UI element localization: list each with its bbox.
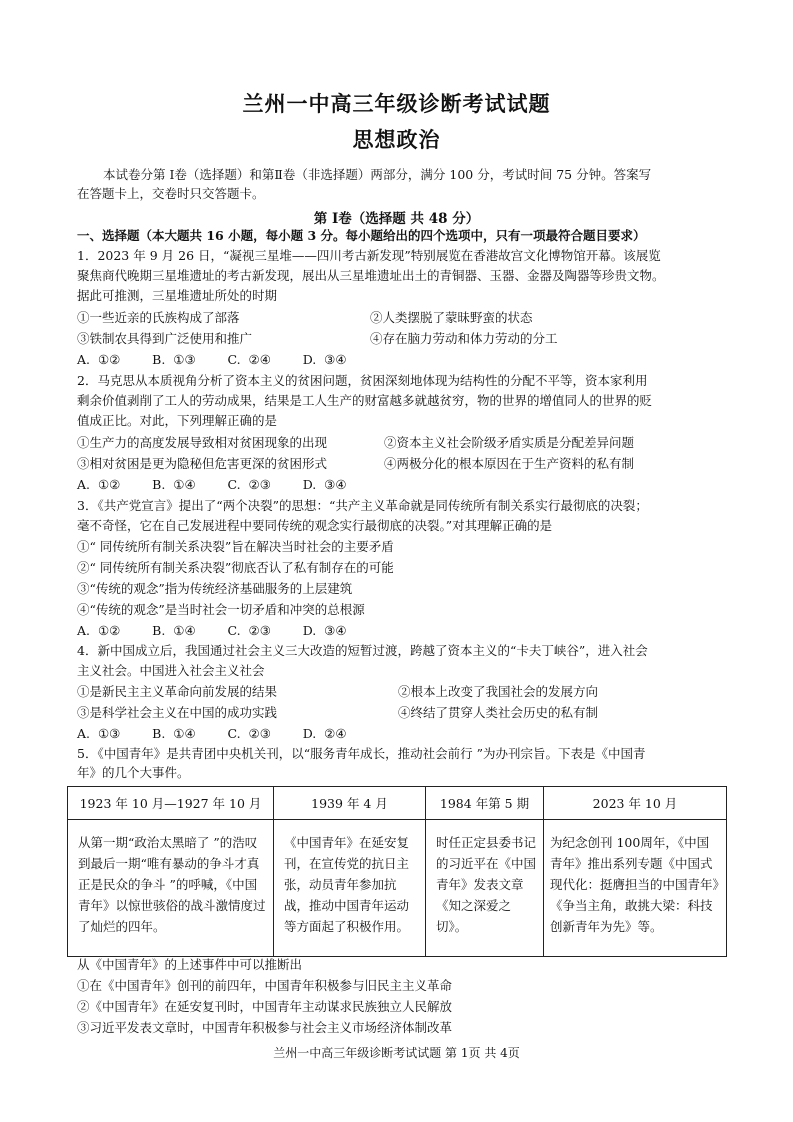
table-header-row xyxy=(68,787,727,820)
subject-title: 思想政治 xyxy=(352,127,441,152)
table-header-cell: 1984 年第 5 期 xyxy=(426,787,544,820)
q4-option-2: ②根本上改变了我国社会的发展方向 xyxy=(398,684,599,699)
q2-option-1: ①生产力的高度发展导致相对贫困现象的出现 xyxy=(77,435,328,450)
q5-option-2: ②《中国青年》在延安复刊时，中国青年主动谋求民族独立人民解放 xyxy=(77,999,453,1014)
q2-option-3: ③相对贫困是更为隐秘但危害更深的贫困形式 xyxy=(77,456,328,471)
q2-stem-line-3: 值成正比。对此，下列理解正确的是 xyxy=(77,413,278,428)
q4-option-1: ①是新民主主义革命向前发展的结果 xyxy=(77,684,278,699)
section-title: 第 Ⅰ卷（选择题 共 48 分） xyxy=(313,211,480,227)
q2-choices: A. ①② B. ①④ C. ②③ D. ③④ xyxy=(77,477,347,492)
q1-option-3: ③铁制农具得到广泛使用和推广 xyxy=(77,331,253,346)
q4-choices: A. ①③ B. ①④ C. ②③ D. ②④ xyxy=(77,726,347,741)
q5-follow-text: 从《中国青年》的上述事件中可以推断出 xyxy=(77,957,303,972)
q1-choices: A. ①② B. ①③ C. ②④ D. ③④ xyxy=(77,352,347,367)
table-cell: 时任正定县委书记的习近平在《中国青年》发表文章《知之深爱之切》。 xyxy=(426,820,544,957)
table-header-cell: 1923 年 10 月—1927 年 10 月 xyxy=(68,787,274,820)
table-header-cell: 1939 年 4 月 xyxy=(274,787,426,820)
q4-stem-line-1: 4．新中国成立后，我国通过社会主义三大改造的短暂过渡，跨越了资本主义的“卡夫丁峡谷”，进入社会 xyxy=(77,643,648,658)
q1-option-2: ②人类摆脱了蒙昧野蛮的状态 xyxy=(370,310,533,325)
table-cell: 为纪念创刊 100周年，《中国青年》推出系列专题《中国式现代化：挺膺担当的中国青年》《争当主角，敢挑大梁：科技创新青年为先》等。 xyxy=(544,820,727,957)
table-cell: 从第一期“政治太黑暗了 ”的浩叹到最后一期“唯有暴动的争斗才真正是民众的争斗 ”的呼喊，《中国青年》以惊世骇俗的战斗激情度过了灿烂的四年。 xyxy=(68,820,274,957)
intro-line-1: 本试卷分第 Ⅰ卷（选择题）和第Ⅱ卷（非选择题）两部分，满分 100 分，考试时间 75 分钟。答案写 xyxy=(103,167,652,182)
table-header-cell: 2023 年 10 月 xyxy=(544,787,727,820)
q3-option-4: ④“传统的观念”是当时社会一切矛盾和冲突的总根源 xyxy=(77,602,365,617)
q1-stem-line-3: 据此可推测，三星堆遗址所处的时期 xyxy=(77,288,278,303)
page-footer: 兰州一中高三年级诊断考试试题 第 1页 共 4页 xyxy=(273,1046,520,1060)
q4-option-3: ③是科学社会主义在中国的成功实践 xyxy=(77,705,278,720)
intro-line-2: 在答题卡上，交卷时只交答题卡。 xyxy=(77,186,265,201)
q4-option-4: ④终结了贯穿人类社会历史的私有制 xyxy=(398,705,599,720)
q2-stem-line-2: 剩余价值剥削了工人的劳动成果，结果是工人生产的财富越多就越贫穷，物的世界的增值同人的世界的贬 xyxy=(77,393,653,408)
q5-stem-line-2: 年》的几个大事件。 xyxy=(77,765,190,780)
table-row xyxy=(68,820,727,957)
q1-stem-line-2: 聚焦商代晚期三星堆遗址的考古新发现，展出从三星堆遗址出土的青铜器、玉器、金器及陶器等珍贵文物。 xyxy=(77,268,665,283)
q3-option-3: ③“传统的观念”指为传统经济基础服务的上层建筑 xyxy=(77,581,353,596)
q4-stem-line-2: 主义社会。中国进入社会主义社会 xyxy=(77,663,265,678)
q5-option-3: ③习近平发表文章时，中国青年积极参与社会主义市场经济体制改革 xyxy=(77,1020,453,1035)
q2-stem-line-1: 2．马克思从本质视角分析了资本主义的贫困问题，贫困深刻地体现为结构性的分配不平等，资本家利用 xyxy=(77,373,648,388)
q2-option-2: ②资本主义社会阶级矛盾实质是分配差异问题 xyxy=(384,435,635,450)
q3-stem-line-2: 毫不奇怪，它在自己发展进程中要同传统的观念实行最彻底的决裂。”对其理解正确的是 xyxy=(77,518,553,533)
q1-option-1: ①一些近亲的氏族构成了部落 xyxy=(77,310,240,325)
part-heading: 一、选择题（本大题共 16 小题，每小题 3 分。每小题给出的四个选项中，只有一项最符合题目要求） xyxy=(77,228,646,243)
q3-option-1: ①“ 同传统所有制关系决裂”旨在解决当时社会的主要矛盾 xyxy=(77,539,394,554)
q5-option-1: ①在《中国青年》创刊的前四年，中国青年积极参与旧民主主义革命 xyxy=(77,978,453,993)
q1-stem-line-1: 1．2023 年 9 月 26 日，“凝视三星堆——四川考古新发现”特别展览在香港故宫文化博物馆开幕。该展览 xyxy=(77,248,661,263)
events-table xyxy=(67,786,727,957)
exam-title: 兰州一中高三年级诊断考试试题 xyxy=(242,91,551,116)
q3-stem-line-1: 3．《共产党宣言》提出了“两个决裂”的思想：“共产主义革命就是同传统所有制关系实行最彻底的决裂； xyxy=(77,498,648,513)
table-cell: 《中国青年》在延安复刊，在宣传党的抗日主张，动员青年参加抗战，推动中国青年运动等方面起了积极作用。 xyxy=(274,820,426,957)
q3-option-2: ②“ 同传统所有制关系决裂”彻底否认了私有制存在的可能 xyxy=(77,560,394,575)
q2-option-4: ④两极分化的根本原因在于生产资料的私有制 xyxy=(384,456,635,471)
q3-choices: A. ①② B. ①④ C. ②③ D. ③④ xyxy=(77,623,347,638)
q1-option-4: ④存在脑力劳动和体力劳动的分工 xyxy=(370,331,558,346)
q5-stem-line-1: 5．《中国青年》是共青团中央机关刊，以“服务青年成长，推动社会前行 ”为办刊宗旨。下表是《中国青 xyxy=(77,746,646,761)
